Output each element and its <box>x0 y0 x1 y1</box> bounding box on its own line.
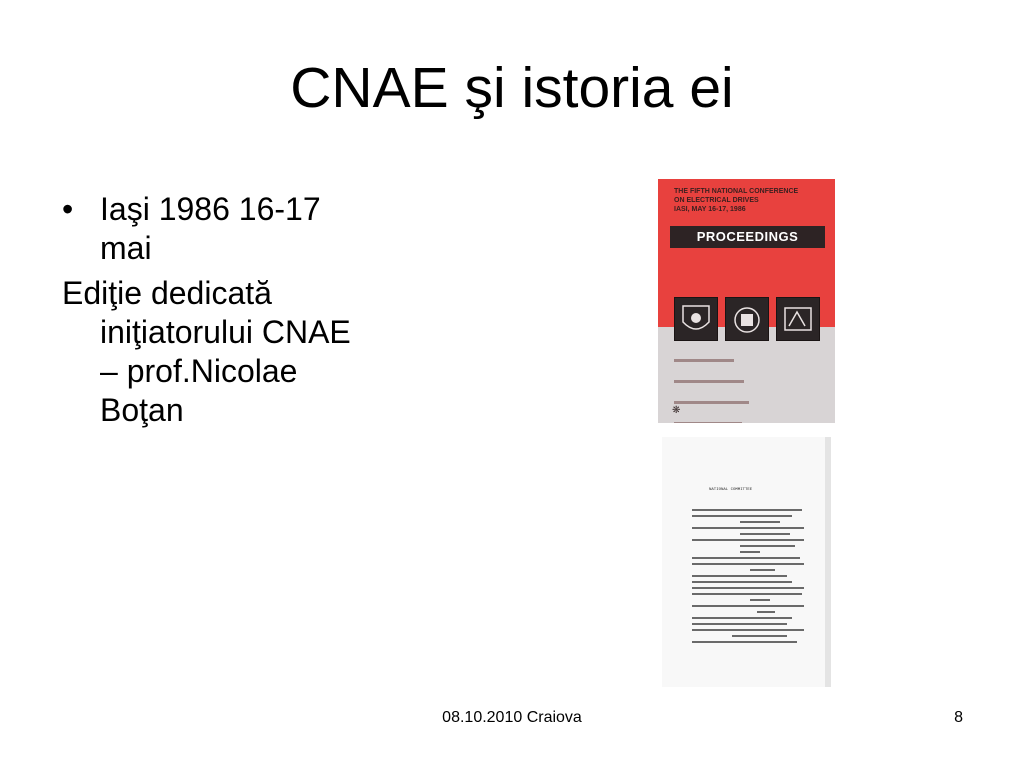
bullet-text: Iaşi 1986 16-17 mai <box>100 191 321 266</box>
footer-date: 08.10.2010 Craiova <box>442 709 582 726</box>
emblem-left-icon <box>674 297 718 341</box>
slide-number: 8 <box>954 709 963 726</box>
committee-page-image <box>662 437 831 687</box>
committee-heading: NATIONAL COMMITTEE <box>709 488 753 492</box>
proceedings-banner: PROCEEDINGS <box>670 226 825 248</box>
slide-content <box>62 190 352 430</box>
asterisk-icon: ❋ <box>672 405 681 416</box>
emblem-center-icon <box>725 297 769 341</box>
cover-small-print <box>674 345 749 423</box>
committee-text-lines <box>662 437 831 687</box>
bullet-item <box>62 190 352 268</box>
proceedings-cover-image <box>658 179 835 423</box>
emblem-right-icon <box>776 297 820 341</box>
cover-header-text: THE FIFTH NATIONAL CONFERENCE ON ELECTRICAL DRIVES IASI, MAY 16-17, 1986 <box>674 188 799 213</box>
bullet-icon: • <box>62 191 74 227</box>
slide-title: CNAE şi istoria ei <box>290 56 734 120</box>
dedication-paragraph: Ediţie dedicată iniţiatorului CNAE – prof.Nicolae Boţan <box>62 275 351 428</box>
